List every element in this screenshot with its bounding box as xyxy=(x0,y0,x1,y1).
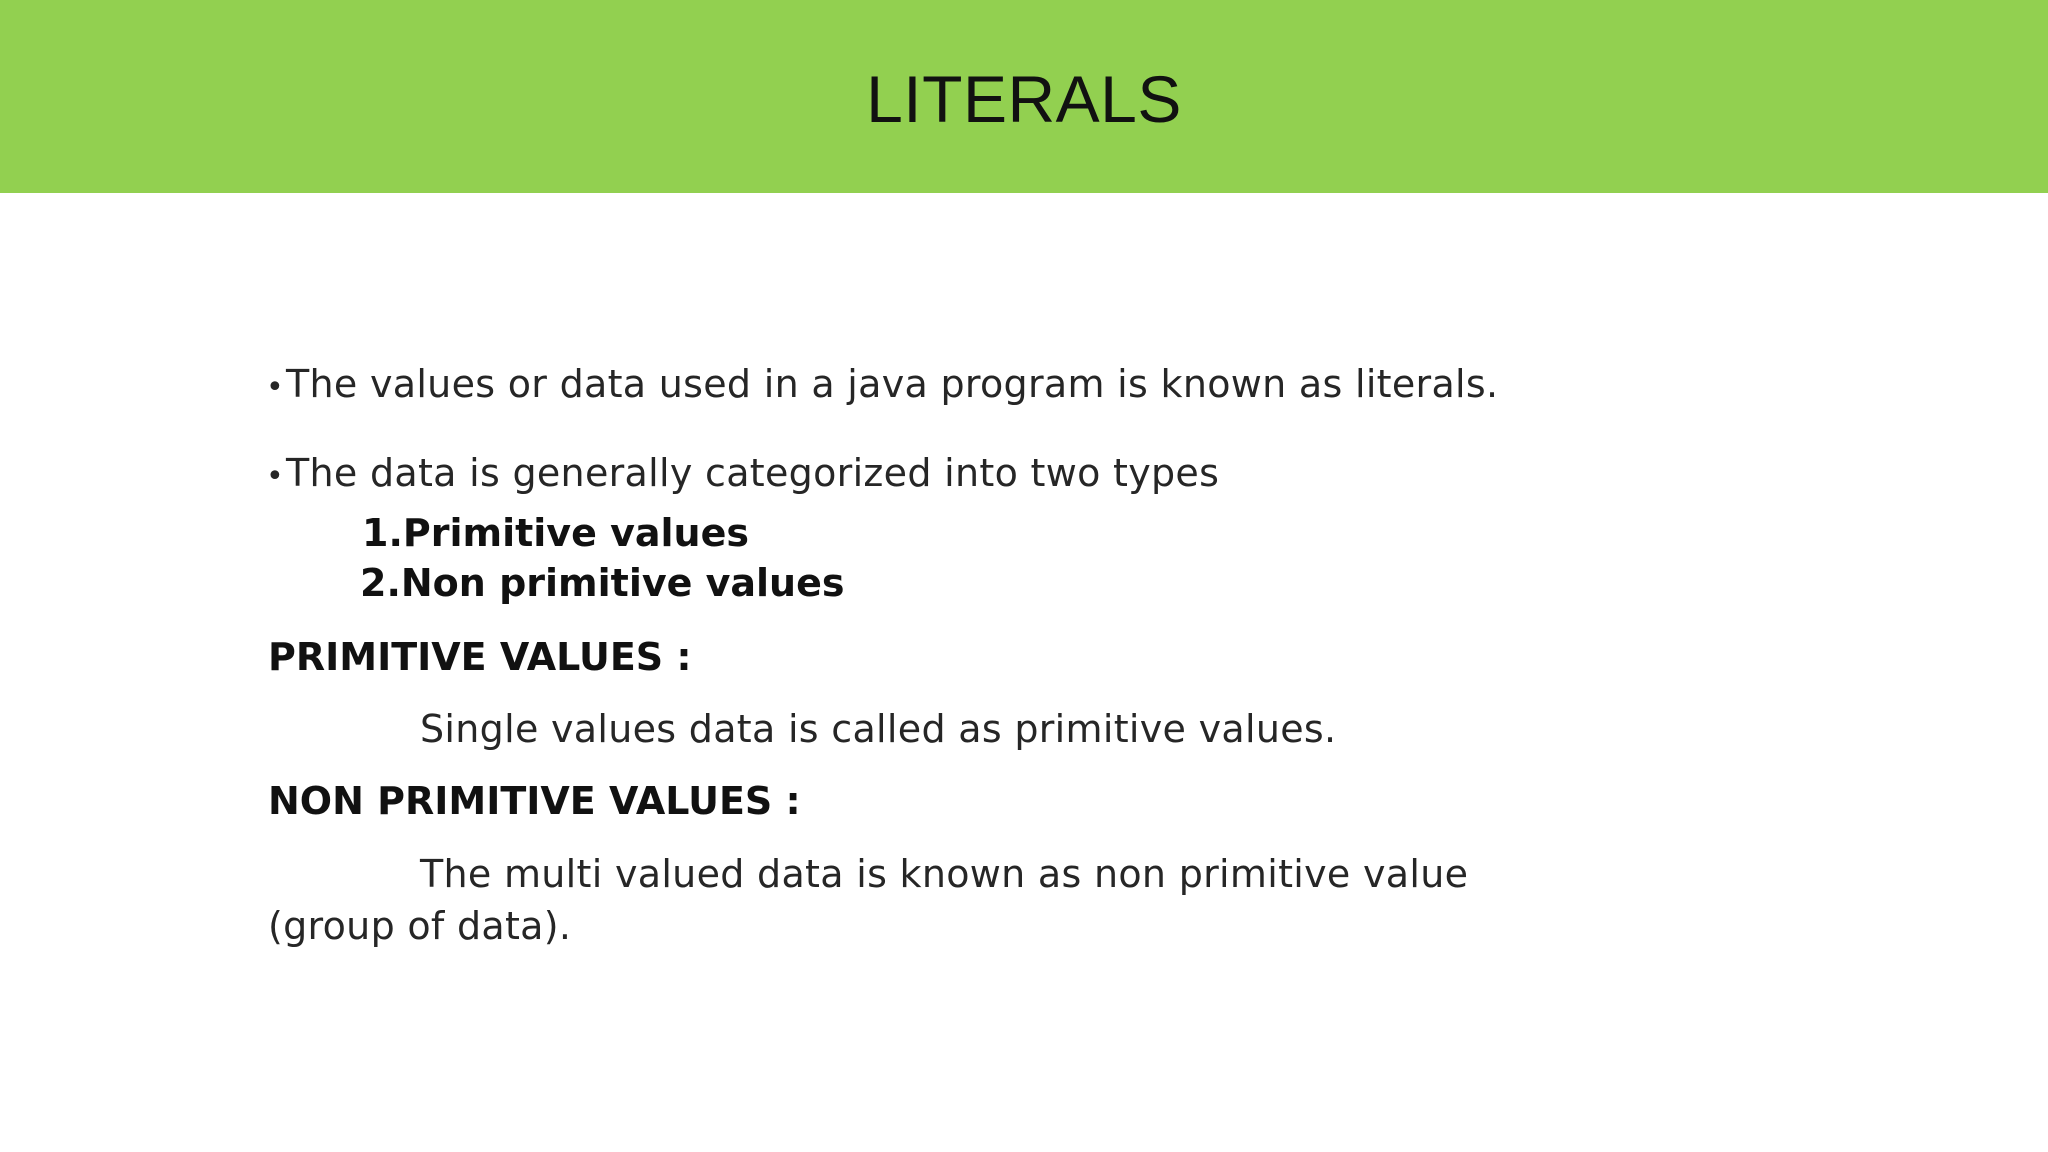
section-text-non-primitive-cont: (group of data). xyxy=(268,904,572,948)
section-text-primitive: Single values data is called as primitive values. xyxy=(420,707,1337,751)
section-text-non-primitive: The multi valued data is known as non primitive value xyxy=(420,852,1469,896)
bullet-text: The values or data used in a java program is known as literals. xyxy=(286,362,1499,406)
bullet-item xyxy=(266,448,1219,502)
bullet-marker: • xyxy=(266,370,284,405)
section-heading-non-primitive: NON PRIMITIVE VALUES : xyxy=(268,779,801,823)
bullet-item xyxy=(266,359,1498,413)
slide-title: LITERALS xyxy=(866,62,1182,136)
bullet-marker: • xyxy=(266,459,284,494)
type-item-non-primitive: 2.Non primitive values xyxy=(360,561,845,605)
section-heading-primitive: PRIMITIVE VALUES : xyxy=(268,635,692,679)
type-item-primitive: 1.Primitive values xyxy=(362,511,749,555)
bullet-text: The data is generally categorized into two types xyxy=(286,451,1220,495)
